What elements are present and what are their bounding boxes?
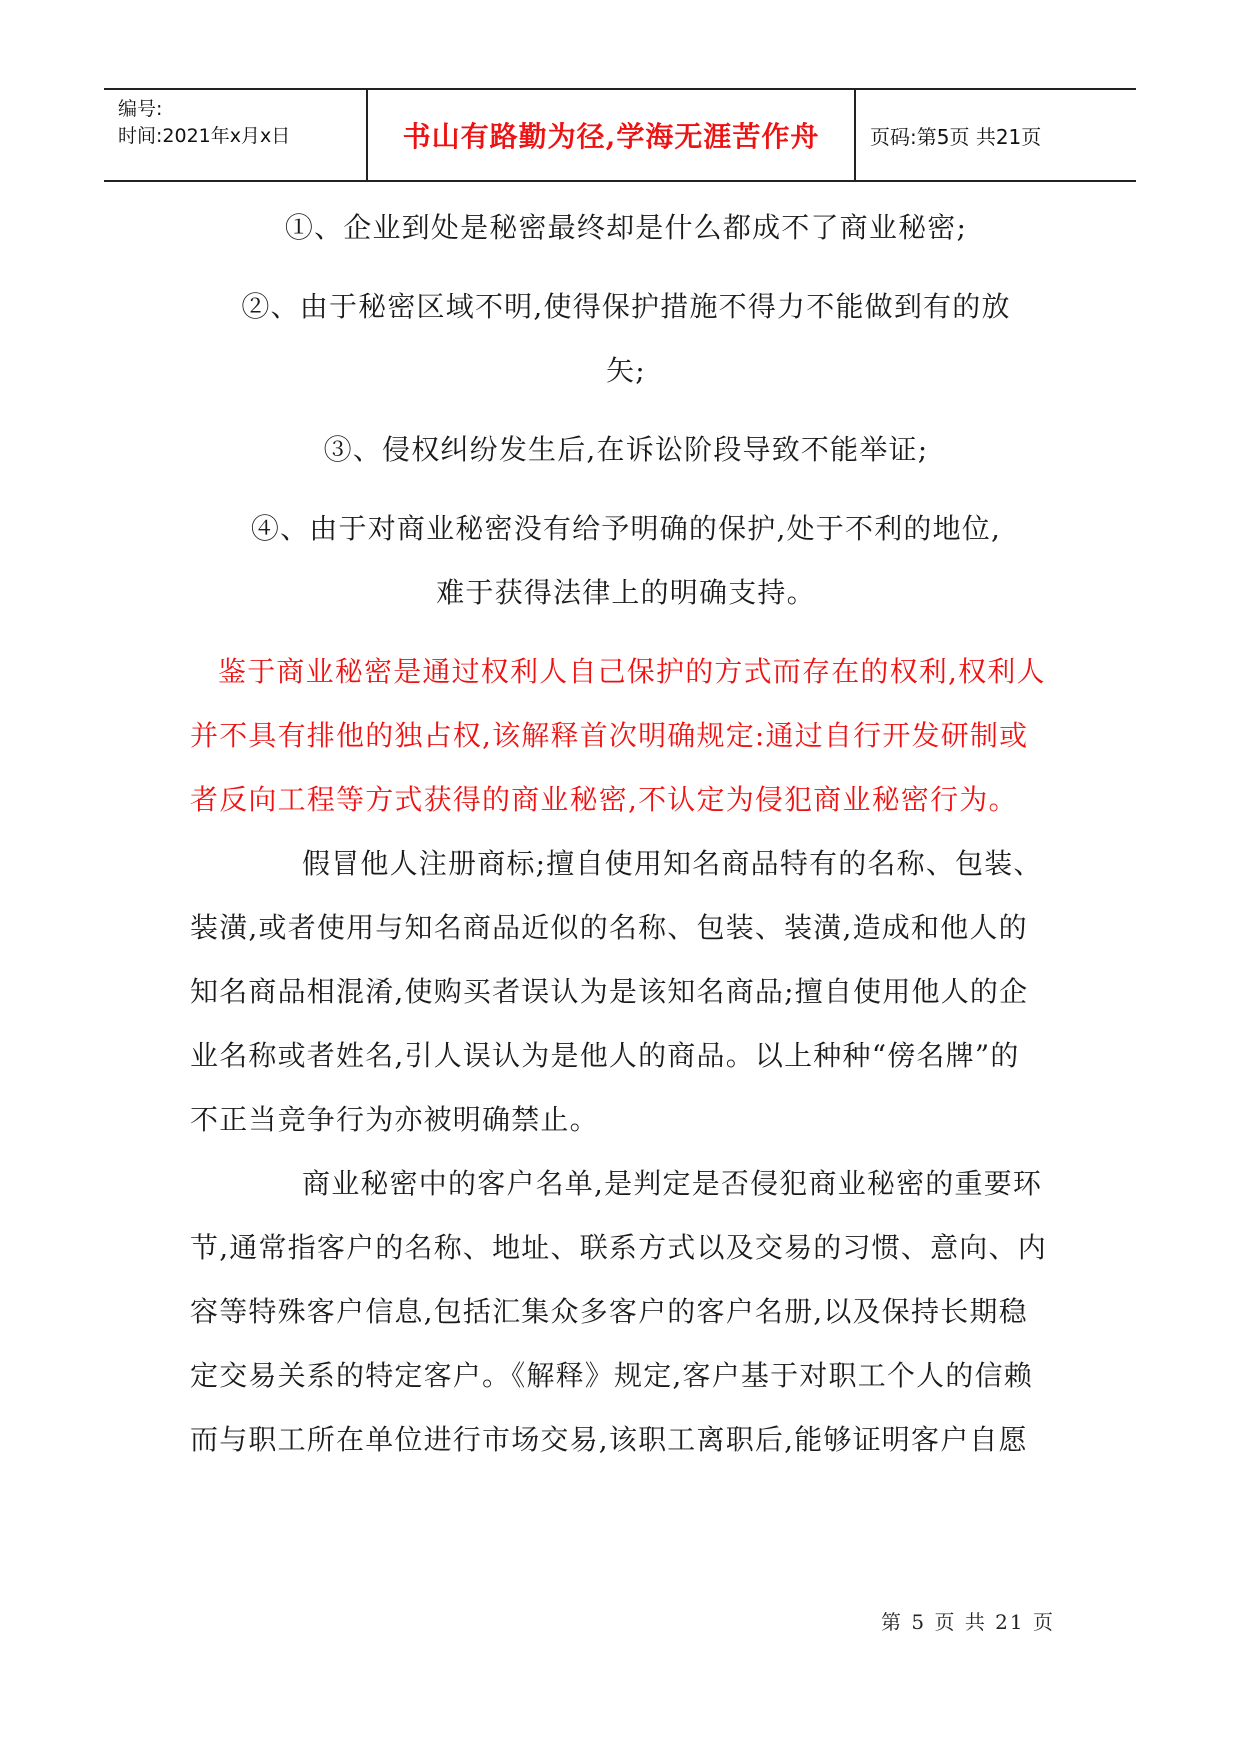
- header-motto: 书山有路勤为径,学海无涯苦作舟: [368, 90, 856, 180]
- clients-paragraph-line-2: 节,通常指客户的名称、地址、联系方式以及交易的习惯、意向、内: [190, 1231, 1047, 1264]
- clients-paragraph-line-5: 而与职工所在单位进行市场交易,该职工离职后,能够证明客户自愿: [190, 1423, 1028, 1456]
- red-paragraph-line-3: 者反向工程等方式获得的商业秘密,不认定为侵犯商业秘密行为。: [190, 783, 1018, 816]
- page-footer-number: 第 5 页 共 21 页: [881, 1610, 1055, 1634]
- clients-paragraph-line-1: 商业秘密中的客户名单,是判定是否侵犯商业秘密的重要环: [302, 1167, 1043, 1200]
- clients-paragraph-line-3: 容等特殊客户信息,包括汇集众多客户的客户名册,以及保持长期稳: [190, 1295, 1028, 1328]
- page-header: [104, 88, 1136, 182]
- red-paragraph-line-1: 鉴于商业秘密是通过权利人自己保护的方式而存在的权利,权利人: [218, 655, 1046, 688]
- trademark-paragraph-line-1: 假冒他人注册商标;擅自使用知名商品特有的名称、包装、: [302, 847, 1043, 880]
- list-item-2-line-2: 矢;: [606, 354, 646, 387]
- list-item-1: ①、企业到处是秘密最终却是什么都成不了商业秘密;: [284, 211, 968, 244]
- list-item-4-line-2: 难于获得法律上的明确支持。: [436, 576, 816, 609]
- list-item-2-line-1: ②、由于秘密区域不明,使得保护措施不得力不能做到有的放: [241, 290, 1011, 323]
- document-number-label: 编号:: [118, 98, 163, 120]
- list-item-3: ③、侵权纠纷发生后,在诉讼阶段导致不能举证;: [323, 433, 929, 466]
- trademark-paragraph-line-5: 不正当竞争行为亦被明确禁止。: [190, 1103, 599, 1136]
- trademark-paragraph-line-2: 装潢,或者使用与知名商品近似的名称、包装、装潢,造成和他人的: [190, 911, 1028, 944]
- list-item-4-line-1: ④、由于对商业秘密没有给予明确的保护,处于不利的地位,: [250, 512, 1002, 545]
- trademark-paragraph-line-4: 业名称或者姓名,引人误认为是他人的商品。以上种种“傍名牌”的: [190, 1039, 1020, 1072]
- document-time-label: 时间:2021年x月x日: [118, 125, 291, 147]
- header-page-code: 页码:第5页 共21页: [870, 124, 1042, 149]
- header-meta-cell: [104, 90, 368, 180]
- document-body: [190, 196, 1062, 1472]
- clients-paragraph-line-4: 定交易关系的特定客户。《解释》规定,客户基于对职工个人的信赖: [190, 1359, 1033, 1392]
- red-paragraph-line-2: 并不具有排他的独占权,该解释首次明确规定:通过自行开发研制或: [190, 719, 1029, 752]
- trademark-paragraph-line-3: 知名商品相混淆,使购买者误认为是该知名商品;擅自使用他人的企: [190, 975, 1029, 1008]
